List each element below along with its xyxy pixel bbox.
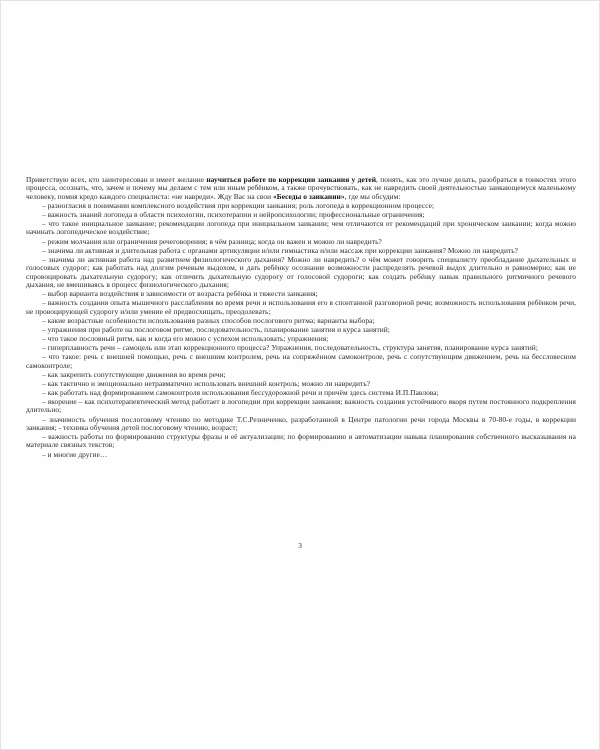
intro-bold-topic: научиться работе по коррекции заикания у детей [206,175,377,184]
intro-text-2: , понять, как это лучше делать, разобраться в тонкостях этого процесса, осознать, что, зачем и почему мы делаем с тем или иным ребёнком, а также прочувствовать, как не навредить своей деятельностью заикающемуся маленькому человеку, помня кредо каждого специалиста: «не навреди». Жду Вас на свои [26,175,576,201]
list-item: – якорение – как психотерапевтический метод работает в логопедии при коррекции заикания; важность создания устойчивого якоря путем постоянного подкрепления длительно; [26,397,576,415]
list-item: – что такое: речь с внешней помощью, речь с внешним контролем, речь на сопряжённом самоконтроле, речь с сопутствующим движением, речь на бессловесном самоконтроле; [26,352,576,370]
intro-paragraph [26,176,576,201]
page-number: 3 [298,541,302,550]
list-item: – важность знаний логопеда в области психологии, психотерапии и нейропсихологии; профессиональные ограничения; [42,209,425,219]
list-item: – важность создания опыта мышечного расслабления во время речи и использования его в спонтанной разговорной речи; возможность использования ребёнком речи, не провоцирующей судорогу и/или умение её предвосхищать, преодолевать; [26,298,576,316]
intro-text-3: , где мы обсудим: [344,191,401,201]
list-item: – значимость обучения послоговому чтению по методике Т.С.Резниченко, разработанной в Центре патологии речи города Москвы в 70-80-е годы, в коррекции заикания; - техника обучения детей послоговому чтению, возраст; [26,414,576,432]
list-item: – и многие другие… [42,449,108,459]
list-item: – как закрепить сопутствующие движения во время речи; [42,369,226,379]
list-item: – значима ли активная работа над развитием физиологического дыхания? Можно ли навредить? о чём может говорить специалисту преобладание дыхательных и голосовых судорог; как работать над долгим речевым выдохом, и дать ребёнку осознание возможности распределять речевой выдох длительно и равномерно; как не спровоцировать дыхательную судорогу; как отличить дыхательную судорогу от голосовой судороги; как создать ребёнку навык правильного ритмичного речевого дыхания, не вмешиваясь в процесс физиологического дыхания; [26,254,576,289]
list-item: – значима ли активная и длительная работа с органами артикуляции и/или гимнастика и/или массаж при коррекции заикания? Можно ли навредить? [42,245,519,255]
intro-bold-title: «Беседы о заикании» [273,191,345,201]
list-item: – что такое инициальное заикание; рекомендации логопеда при инициальном заикании; чем отличаются от рекомендаций при хроническом заикании; когда можно начинать логопедическое воздействие; [26,219,576,237]
list-item: – как тактично и эмоционально нетравматично использовать внешний контроль; можно ли навредить? [42,378,371,388]
list-item: – выбор варианта воздействия в зависимости от возраста ребёнка и тяжести заикания; [42,289,318,299]
list-item: – разногласия в понимании комплексного воздействия при коррекции заикания; роль логопеда в коррекционном процессе; [42,200,435,210]
list-item: – упражнения при работе на послоговом ритме, последовательность, планирование занятия и курса занятий; [42,324,390,334]
list-item: – какие возрастные особенности использования разных способов послогового ритма; варианты выбора; [42,315,375,325]
list-item: – режим молчания или ограничения речеговорения; в чём разница; когда он важен и можно ли навредить? [42,236,382,246]
list-item: – важность работы по формированию структуры фразы и её актуализации; по формированию и автоматизации навыка планирования собственного высказывания на материале связных текстов; [26,432,576,450]
list-item: – гиперплавность речи – самоцель или этап коррекционного процесса? Упражнения, последовательность, структура занятия, планирование курса занятий; [42,343,538,353]
list-item: – как работать над формированием самоконтроля использования бессудорожной речи и причём здесь система И.П.Павлова; [42,388,439,397]
list-item: – что такое пословный ритм, как и когда его можно с успехом использовать; упражнения; [42,333,329,343]
intro-text-1: Приветствую всех, кто заинтересован и имеет желание [26,175,207,184]
page-content [26,176,576,460]
